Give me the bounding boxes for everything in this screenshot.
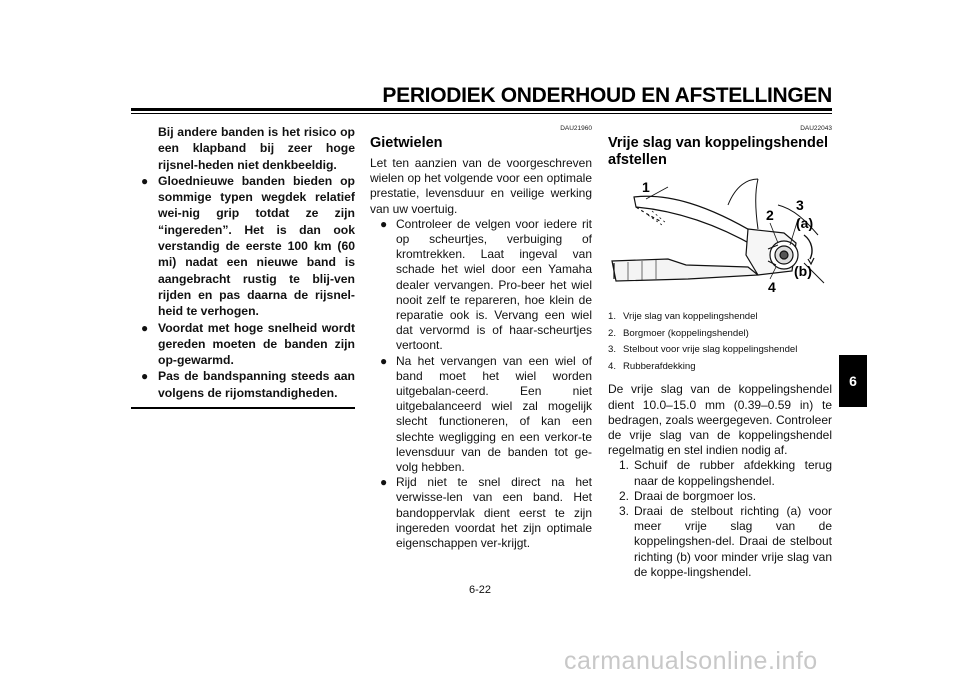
warning-box — [131, 124, 355, 401]
figure-legend — [608, 309, 832, 375]
figure-callout: (b) — [794, 263, 812, 279]
warning-bullet: ● Voordat met hoge snelheid wordt gereden moeten de banden zijn op-gewarmd. — [141, 320, 355, 368]
legend-item: 1. Vrije slag van koppelingshendel — [608, 311, 758, 322]
bullet-icon: ● — [141, 369, 149, 384]
section-heading: Gietwielen — [370, 135, 443, 151]
wheels-section — [370, 124, 592, 551]
header-rule — [131, 108, 832, 118]
legend-item: 2. Borgmoer (koppelingshendel) — [608, 327, 749, 339]
section-code: DAU22043 — [800, 125, 832, 132]
bullet-icon: ● — [380, 216, 388, 231]
clutch-lever-figure — [608, 175, 832, 299]
chapter-tab: 6 — [839, 355, 867, 407]
watermark: carmanualsonline.info — [564, 647, 818, 675]
warning-column — [131, 124, 355, 409]
section-heading: Vrije slag van koppelingshendel afstellen — [608, 135, 828, 168]
warning-bullet: ● Gloednieuwe banden bieden op sommige typen wegdek relatief wei-nig grip totdat ze zijn “ingereden”. Het is dan ook verstandig de eerste 100 km (60 mi) nadat een nieuwe band is aangebracht rustig te blij-ven rijden en pas daarna de rijsnel-heid te verhogen. — [141, 173, 355, 319]
wheels-bullet: ● Rijd niet te snel direct na het verwisse-len van een band. Het bandoppervlak dient eerst te zijn ingereden voordat het zijn optimale eigenschappen ver-krijgt. — [380, 475, 592, 551]
procedure-step: 3. Draai de stelbout richting (a) voor meer vrije slag van de koppelingshen-del. Draai de stelbout richting (b) voor minder vrije slag van de koppe-lingshendel. — [619, 504, 832, 579]
wheels-bullet: ● Na het vervangen van een wiel of band moet het wiel worden uitgebalan-ceerd. Een niet uitgebalanceerd wiel zal mogelijk slecht functioneren, of kan een slechte wegligging en een verkor-te levensduur van de banden tot ge-volg hebben. — [380, 353, 592, 475]
figure-callout: 2 — [766, 207, 774, 223]
wheels-bullet: ● Controleer de velgen voor iedere rit op scheurtjes, verbuiging of kromtrekken. Laat ingeval van schade het wiel door een Yamaha dealer vervangen. Pro-beer het wiel nooit zelf te repareren, hoe klein de reparatie ook is. Vervang een wiel dat vervormd is of haar-scheurtjes vertoont. — [380, 216, 592, 353]
page-number: 6-22 — [468, 584, 492, 596]
clutch-section — [608, 124, 832, 580]
bullet-icon: ● — [141, 320, 149, 335]
wheels-intro: Let ten aanzien van de voorgeschreven wielen op het volgende voor een optimale prestatie, levensduur en veilige werking van uw voertuig. — [370, 156, 592, 216]
procedure-step: 2. Draai de borgmoer los. — [619, 488, 757, 503]
figure-callout: (a) — [796, 215, 814, 231]
legend-item: 4. Rubberafdekking — [608, 360, 696, 372]
bullet-icon: ● — [141, 173, 149, 188]
clutch-paragraph: De vrije slag van de koppelingshendel dient 10.0–15.0 mm (0.39–0.59 in) te bedragen, zoals weergegeven. Controleer de vrije slag van de koppelingshendel regelmatig en stel indien nodig af. — [608, 382, 832, 458]
bullet-icon: ● — [380, 353, 388, 368]
page-title: PERIODIEK ONDERHOUD EN AFSTELLINGEN — [382, 84, 832, 107]
warning-intro: Bij andere banden is het risico op een klapband bij zeer hoge rijsnel-heden niet denkbeeldig. — [158, 125, 355, 172]
warning-bullet: ● Pas de bandspanning steeds aan volgens de rijomstandigheden. — [141, 369, 355, 400]
procedure-step: 1. Schuif de rubber afdekking terug naar de koppelingshendel. — [619, 458, 832, 488]
figure-callout: 4 — [768, 279, 776, 295]
bullet-icon: ● — [380, 475, 388, 490]
legend-item: 3. Stelbout voor vrije slag koppelingshendel — [608, 344, 798, 356]
section-code: DAU21960 — [560, 125, 592, 132]
figure-callout: 3 — [796, 197, 804, 213]
figure-callout: 1 — [642, 179, 650, 195]
warning-end-rule — [131, 407, 355, 409]
